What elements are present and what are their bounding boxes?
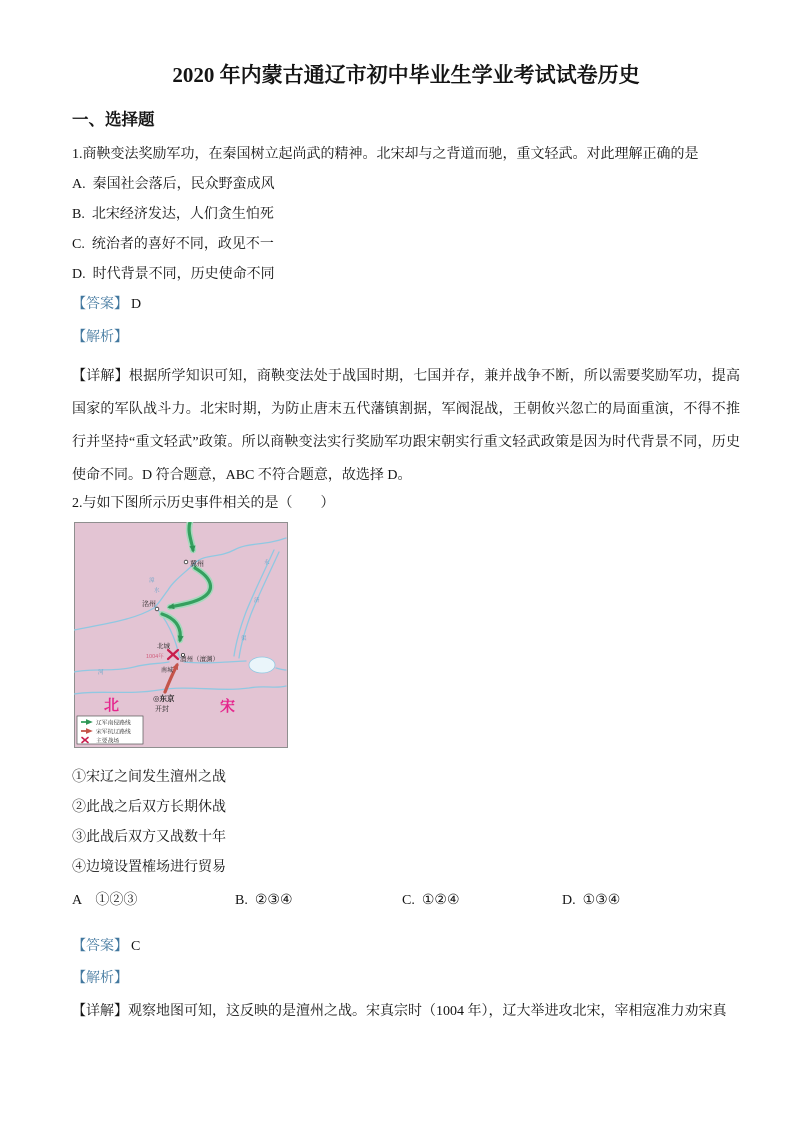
question-1-option-c: C. 统治者的喜好不同，政见不一 — [72, 237, 274, 252]
question-2-stem: 2.与如下图所示历史事件相关的是（ ） — [72, 496, 335, 511]
region-north-label: 北 — [104, 697, 120, 714]
question-1-analysis-label: 【解析】 — [72, 330, 128, 345]
river-label: 水 — [154, 588, 160, 594]
question-2-answer: C — [131, 939, 141, 954]
mingzhou-label: 洺州 — [142, 601, 156, 608]
question-1-option-b: B. 北宋经济发达，人们贪生怕死 — [72, 207, 274, 222]
legend-liao-label: 辽军南侵路线 — [96, 720, 131, 727]
question-2-statement-1: ①宋辽之间发生澶州之战 — [72, 770, 226, 785]
map-legend — [77, 716, 143, 745]
question-2-option-b: B. ②③④ — [235, 893, 293, 908]
battle-year-label: 1004年 — [146, 654, 164, 660]
question-1-explanation: 【详解】根据所学知识可知，商鞅变法处于战国时期，七国并存，兼并战争不断，所以需要奖励军功，提高国家的军队战斗力。北宋时期，为防止唐末五代藩镇割据，军阀混战，王朝攸兴忽亡的局面重演，不得不推行并坚持“重文轻武”政策。所以商鞅变法实行奖励军功跟宋朝实行重文轻武政策是因为时代背景不同，历史使命不同。D 符合题意，ABC 不符合题意，故选择 D。 — [72, 369, 740, 483]
river-label: 河 — [98, 670, 104, 676]
chanzhou-label: 澶州（澶渊） — [180, 656, 219, 663]
lake — [249, 657, 275, 673]
jizhou-label: 冀州 — [190, 561, 204, 568]
page-title: 2020 年内蒙古通辽市初中毕业生学业考试试卷历史 — [172, 63, 640, 87]
region-south-label: 宋 — [220, 698, 236, 715]
river-label: 永 — [264, 560, 270, 566]
question-2-statement-4: ④边境设置榷场进行贸易 — [72, 860, 226, 875]
dongjing-label: ◎东京 — [153, 694, 175, 703]
question-2-analysis-label: 【解析】 — [72, 971, 128, 986]
chanzhou-battle-map-svg — [74, 522, 288, 748]
answer-label: 【答案】 — [72, 297, 128, 312]
river-label: 漳 — [149, 578, 155, 584]
kaifeng-label: 开封 — [155, 706, 169, 713]
question-2-explanation: 【详解】观察地图可知，这反映的是澶州之战。宋真宗时（1004 年），辽大举进攻北宋，宰相寇准力劝宋真 — [72, 1004, 727, 1019]
beicheng-label: 北城 — [157, 643, 170, 650]
jizhou-marker — [184, 560, 188, 564]
question-2-statement-3: ③此战后双方又战数十年 — [72, 830, 226, 845]
answer-label: 【答案】 — [72, 939, 128, 954]
question-2-answer-line — [72, 937, 740, 957]
legend-song-label: 宋军抗辽路线 — [96, 729, 131, 736]
nancheng-label: 南城 — [161, 668, 174, 674]
chanzhou-battle-map-figure — [74, 522, 288, 748]
question-1-option-a: A. 秦国社会落后，民众野蛮成风 — [72, 177, 275, 192]
question-2-option-a: A ①②③ — [72, 893, 138, 908]
section-heading: 一、选择题 — [72, 110, 155, 129]
question-1-answer-line — [72, 295, 740, 315]
legend-battle-label: 主要战场 — [96, 738, 120, 745]
river-label: 济 — [254, 598, 260, 604]
question-1-stem: 1.商鞅变法奖励军功，在秦国树立起尚武的精神。北宋却与之背道而驰，重文轻武。对此理解正确的是 — [72, 147, 699, 162]
question-1-answer: D — [131, 297, 142, 312]
question-2-options-row — [72, 891, 740, 911]
question-1-option-d: D. 时代背景不同，历史使命不同 — [72, 267, 275, 282]
question-2-statement-2: ②此战之后双方长期休战 — [72, 800, 226, 815]
river-label: 渠 — [241, 636, 247, 642]
question-2-option-c: C. ①②④ — [402, 893, 460, 908]
question-2-option-d: D. ①③④ — [562, 893, 621, 908]
